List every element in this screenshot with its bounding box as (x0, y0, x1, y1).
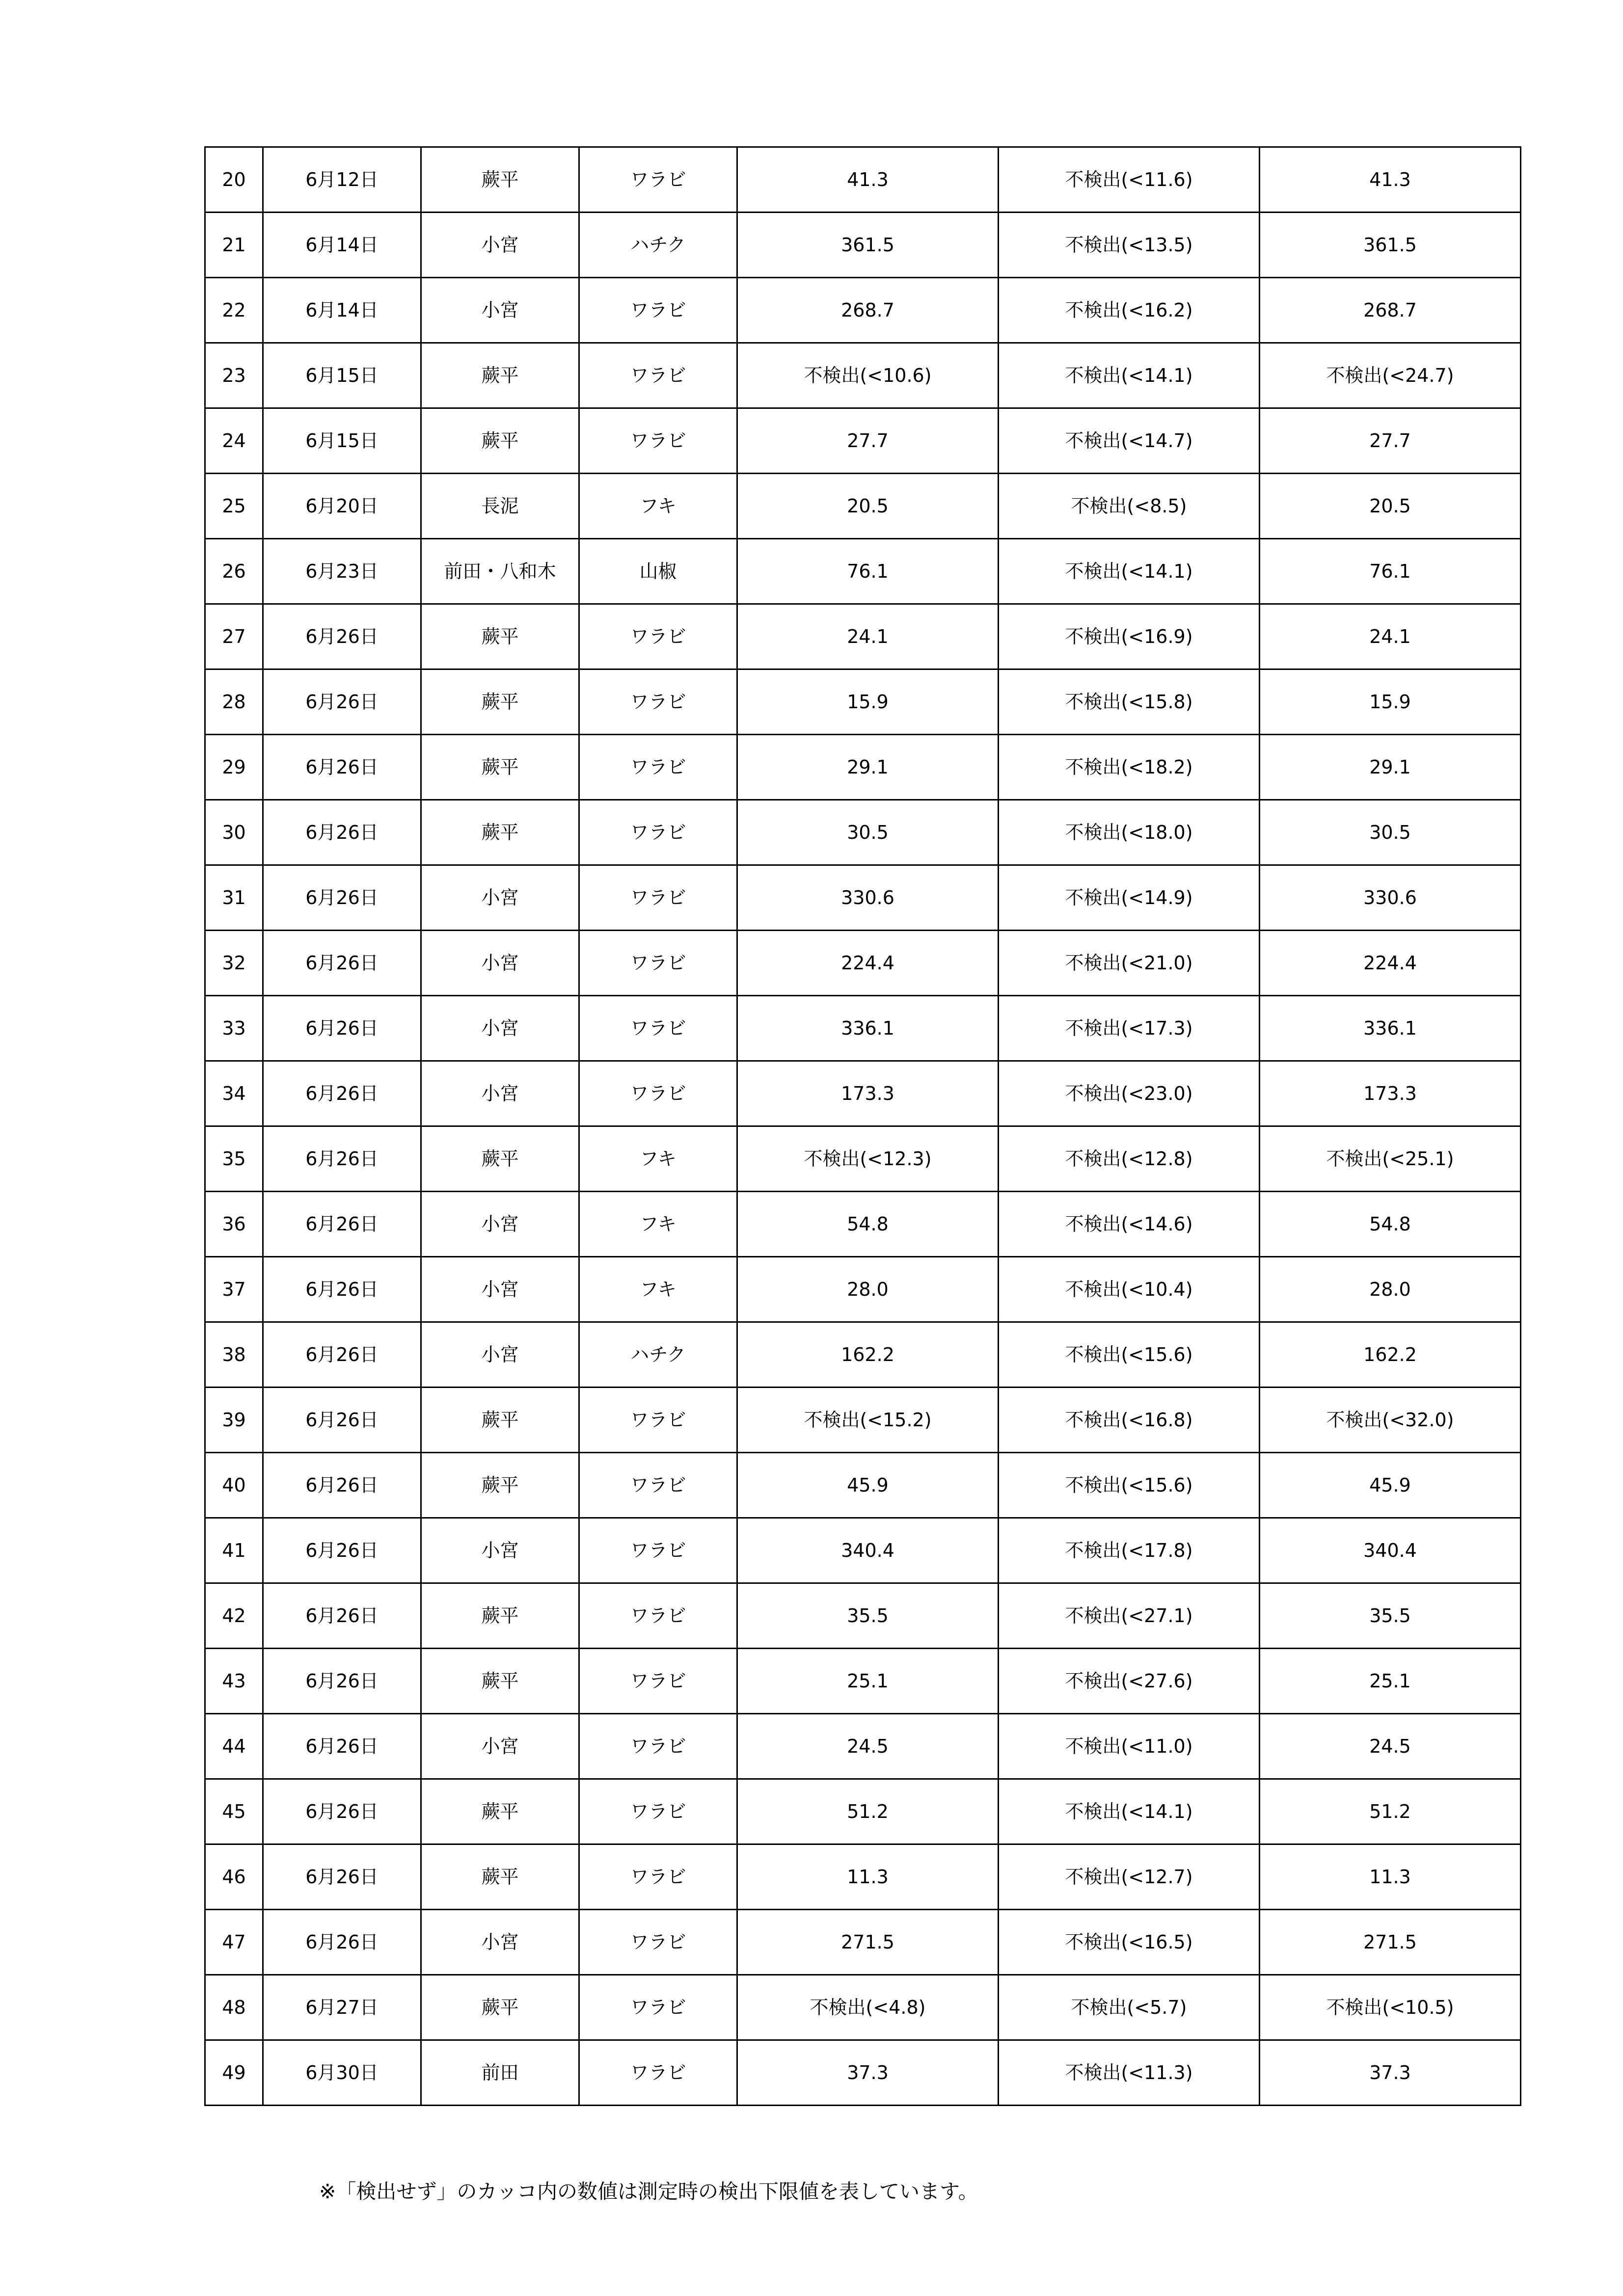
sample-date-cell: 6月14日 (263, 278, 421, 343)
measurement-col-7-cell: 不検出(<32.0) (1260, 1388, 1521, 1453)
measurement-col-6-cell: 不検出(<15.8) (999, 669, 1260, 735)
measurement-col-6-cell: 不検出(<11.6) (999, 147, 1260, 213)
sample-item-cell: ワラビ (579, 2040, 737, 2106)
measurement-col-5-cell: 27.7 (737, 408, 999, 474)
measurement-col-7-cell: 268.7 (1260, 278, 1521, 343)
table-row (205, 408, 1521, 474)
sample-date-cell: 6月26日 (263, 735, 421, 800)
sample-location-cell: 蕨平 (421, 343, 579, 408)
measurement-col-5-cell: 361.5 (737, 213, 999, 278)
sample-item-cell: ワラビ (579, 1061, 737, 1126)
measurement-col-6-cell: 不検出(<14.1) (999, 343, 1260, 408)
sample-item-cell: ワラビ (579, 669, 737, 735)
measurement-col-7-cell: 不検出(<10.5) (1260, 1975, 1521, 2040)
measurement-col-5-cell: 173.3 (737, 1061, 999, 1126)
table-row (205, 1388, 1521, 1453)
measurement-col-6-cell: 不検出(<16.5) (999, 1910, 1260, 1975)
sample-date-cell: 6月26日 (263, 1388, 421, 1453)
measurement-col-6-cell: 不検出(<27.6) (999, 1649, 1260, 1714)
measurement-col-6-cell: 不検出(<17.8) (999, 1518, 1260, 1583)
sample-date-cell: 6月26日 (263, 996, 421, 1061)
table-row (205, 800, 1521, 865)
sample-date-cell: 6月26日 (263, 604, 421, 669)
measurement-col-6-cell: 不検出(<27.1) (999, 1583, 1260, 1649)
sample-item-cell: ワラビ (579, 865, 737, 931)
table-row (205, 604, 1521, 669)
measurement-col-6-cell: 不検出(<8.5) (999, 474, 1260, 539)
row-number-cell: 45 (205, 1779, 263, 1844)
sample-location-cell: 蕨平 (421, 1975, 579, 2040)
measurement-col-6-cell: 不検出(<13.5) (999, 213, 1260, 278)
measurement-col-7-cell: 224.4 (1260, 931, 1521, 996)
sample-item-cell: ワラビ (579, 1714, 737, 1779)
table-row (205, 278, 1521, 343)
measurement-col-7-cell: 24.1 (1260, 604, 1521, 669)
row-number-cell: 39 (205, 1388, 263, 1453)
sample-date-cell: 6月26日 (263, 1649, 421, 1714)
measurement-col-7-cell: 361.5 (1260, 213, 1521, 278)
row-number-cell: 23 (205, 343, 263, 408)
sample-item-cell: ワラビ (579, 1910, 737, 1975)
table-row (205, 2040, 1521, 2106)
table-row (205, 1649, 1521, 1714)
table-row (205, 865, 1521, 931)
sample-item-cell: ワラビ (579, 343, 737, 408)
row-number-cell: 41 (205, 1518, 263, 1583)
measurement-col-5-cell: 30.5 (737, 800, 999, 865)
sample-location-cell: 小宮 (421, 1910, 579, 1975)
sample-location-cell: 小宮 (421, 1322, 579, 1388)
table-row (205, 1779, 1521, 1844)
sample-date-cell: 6月26日 (263, 669, 421, 735)
sample-location-cell: 小宮 (421, 996, 579, 1061)
row-number-cell: 44 (205, 1714, 263, 1779)
table-row (205, 1714, 1521, 1779)
row-number-cell: 20 (205, 147, 263, 213)
measurement-col-6-cell: 不検出(<10.4) (999, 1257, 1260, 1322)
measurement-col-5-cell: 不検出(<4.8) (737, 1975, 999, 2040)
measurement-col-5-cell: 25.1 (737, 1649, 999, 1714)
row-number-cell: 32 (205, 931, 263, 996)
sample-location-cell: 蕨平 (421, 669, 579, 735)
footnote: ※「検出せず」のカッコ内の数値は測定時の検出下限値を表しています。 (319, 2180, 978, 2203)
table-row (205, 147, 1521, 213)
row-number-cell: 31 (205, 865, 263, 931)
measurement-col-5-cell: 24.1 (737, 604, 999, 669)
measurement-col-7-cell: 162.2 (1260, 1322, 1521, 1388)
row-number-cell: 46 (205, 1844, 263, 1910)
sample-item-cell: ワラビ (579, 1453, 737, 1518)
table-row (205, 213, 1521, 278)
measurement-col-6-cell: 不検出(<5.7) (999, 1975, 1260, 2040)
measurement-col-7-cell: 76.1 (1260, 539, 1521, 604)
measurement-col-5-cell: 37.3 (737, 2040, 999, 2106)
sample-date-cell: 6月26日 (263, 931, 421, 996)
sample-location-cell: 小宮 (421, 865, 579, 931)
sample-item-cell: ワラビ (579, 408, 737, 474)
sample-location-cell: 小宮 (421, 1714, 579, 1779)
measurement-col-7-cell: 27.7 (1260, 408, 1521, 474)
measurement-col-7-cell: 15.9 (1260, 669, 1521, 735)
table-row (205, 1192, 1521, 1257)
measurement-col-5-cell: 336.1 (737, 996, 999, 1061)
sample-location-cell: 蕨平 (421, 604, 579, 669)
sample-item-cell: ハチク (579, 1322, 737, 1388)
measurement-col-7-cell: 271.5 (1260, 1910, 1521, 1975)
sample-date-cell: 6月26日 (263, 1518, 421, 1583)
sample-location-cell: 蕨平 (421, 1649, 579, 1714)
row-number-cell: 26 (205, 539, 263, 604)
sample-location-cell: 蕨平 (421, 735, 579, 800)
measurement-col-7-cell: 54.8 (1260, 1192, 1521, 1257)
sample-location-cell: 蕨平 (421, 1453, 579, 1518)
measurement-col-6-cell: 不検出(<16.2) (999, 278, 1260, 343)
row-number-cell: 36 (205, 1192, 263, 1257)
sample-item-cell: ワラビ (579, 996, 737, 1061)
row-number-cell: 21 (205, 213, 263, 278)
measurement-col-6-cell: 不検出(<14.1) (999, 539, 1260, 604)
sample-location-cell: 前田・八和木 (421, 539, 579, 604)
measurement-col-6-cell: 不検出(<21.0) (999, 931, 1260, 996)
measurement-col-5-cell: 不検出(<15.2) (737, 1388, 999, 1453)
measurement-col-5-cell: 271.5 (737, 1910, 999, 1975)
measurement-col-5-cell: 24.5 (737, 1714, 999, 1779)
row-number-cell: 49 (205, 2040, 263, 2106)
sample-location-cell: 蕨平 (421, 147, 579, 213)
row-number-cell: 24 (205, 408, 263, 474)
measurement-col-6-cell: 不検出(<14.1) (999, 1779, 1260, 1844)
sample-location-cell: 小宮 (421, 213, 579, 278)
row-number-cell: 43 (205, 1649, 263, 1714)
sample-item-cell: ワラビ (579, 1844, 737, 1910)
table-row (205, 1975, 1521, 2040)
measurement-col-5-cell: 51.2 (737, 1779, 999, 1844)
measurement-col-7-cell: 330.6 (1260, 865, 1521, 931)
sample-date-cell: 6月26日 (263, 800, 421, 865)
sample-item-cell: フキ (579, 1257, 737, 1322)
results-table (204, 146, 1521, 2106)
table-row (205, 1061, 1521, 1126)
sample-location-cell: 蕨平 (421, 408, 579, 474)
measurement-col-6-cell: 不検出(<11.0) (999, 1714, 1260, 1779)
row-number-cell: 47 (205, 1910, 263, 1975)
sample-location-cell: 小宮 (421, 931, 579, 996)
table-row (205, 1257, 1521, 1322)
measurement-col-7-cell: 340.4 (1260, 1518, 1521, 1583)
measurement-col-7-cell: 不検出(<24.7) (1260, 343, 1521, 408)
table-row (205, 539, 1521, 604)
measurement-col-7-cell: 不検出(<25.1) (1260, 1126, 1521, 1192)
sample-location-cell: 蕨平 (421, 1844, 579, 1910)
measurement-col-7-cell: 30.5 (1260, 800, 1521, 865)
row-number-cell: 42 (205, 1583, 263, 1649)
sample-date-cell: 6月20日 (263, 474, 421, 539)
sample-item-cell: ワラビ (579, 1975, 737, 2040)
measurement-col-7-cell: 45.9 (1260, 1453, 1521, 1518)
sample-location-cell: 小宮 (421, 1061, 579, 1126)
measurement-col-6-cell: 不検出(<14.9) (999, 865, 1260, 931)
table-row (205, 735, 1521, 800)
measurement-col-5-cell: 340.4 (737, 1518, 999, 1583)
sample-date-cell: 6月26日 (263, 1061, 421, 1126)
measurement-col-6-cell: 不検出(<17.3) (999, 996, 1260, 1061)
row-number-cell: 29 (205, 735, 263, 800)
measurement-col-5-cell: 35.5 (737, 1583, 999, 1649)
measurement-col-6-cell: 不検出(<12.7) (999, 1844, 1260, 1910)
sample-location-cell: 蕨平 (421, 1583, 579, 1649)
sample-date-cell: 6月27日 (263, 1975, 421, 2040)
measurement-col-5-cell: 224.4 (737, 931, 999, 996)
row-number-cell: 33 (205, 996, 263, 1061)
results-table-body (205, 147, 1521, 2106)
measurement-col-5-cell: 不検出(<10.6) (737, 343, 999, 408)
sample-item-cell: ワラビ (579, 604, 737, 669)
sample-item-cell: ワラビ (579, 1388, 737, 1453)
measurement-col-5-cell: 45.9 (737, 1453, 999, 1518)
sample-item-cell: ワラビ (579, 931, 737, 996)
measurement-col-5-cell: 28.0 (737, 1257, 999, 1322)
sample-item-cell: ワラビ (579, 735, 737, 800)
row-number-cell: 48 (205, 1975, 263, 2040)
sample-item-cell: ワラビ (579, 1583, 737, 1649)
sample-location-cell: 蕨平 (421, 1779, 579, 1844)
sample-date-cell: 6月30日 (263, 2040, 421, 2106)
measurement-col-7-cell: 11.3 (1260, 1844, 1521, 1910)
table-row (205, 1518, 1521, 1583)
row-number-cell: 40 (205, 1453, 263, 1518)
measurement-col-6-cell: 不検出(<16.8) (999, 1388, 1260, 1453)
row-number-cell: 38 (205, 1322, 263, 1388)
measurement-col-7-cell: 29.1 (1260, 735, 1521, 800)
measurement-col-6-cell: 不検出(<16.9) (999, 604, 1260, 669)
sample-location-cell: 前田 (421, 2040, 579, 2106)
sample-item-cell: ワラビ (579, 278, 737, 343)
table-row (205, 931, 1521, 996)
measurement-col-5-cell: 330.6 (737, 865, 999, 931)
sample-item-cell: ワラビ (579, 1649, 737, 1714)
measurement-col-5-cell: 54.8 (737, 1192, 999, 1257)
table-row (205, 343, 1521, 408)
measurement-col-5-cell: 29.1 (737, 735, 999, 800)
measurement-col-5-cell: 41.3 (737, 147, 999, 213)
sample-location-cell: 小宮 (421, 1257, 579, 1322)
sample-location-cell: 蕨平 (421, 800, 579, 865)
sample-date-cell: 6月26日 (263, 1583, 421, 1649)
sample-date-cell: 6月23日 (263, 539, 421, 604)
sample-location-cell: 小宮 (421, 1192, 579, 1257)
measurement-col-5-cell: 11.3 (737, 1844, 999, 1910)
measurement-col-6-cell: 不検出(<11.3) (999, 2040, 1260, 2106)
measurement-col-5-cell: 162.2 (737, 1322, 999, 1388)
measurement-col-7-cell: 37.3 (1260, 2040, 1521, 2106)
sample-date-cell: 6月12日 (263, 147, 421, 213)
sample-date-cell: 6月15日 (263, 343, 421, 408)
table-row (205, 669, 1521, 735)
measurement-col-6-cell: 不検出(<18.2) (999, 735, 1260, 800)
sample-date-cell: 6月14日 (263, 213, 421, 278)
row-number-cell: 22 (205, 278, 263, 343)
measurement-col-6-cell: 不検出(<14.7) (999, 408, 1260, 474)
sample-date-cell: 6月26日 (263, 865, 421, 931)
table-row (205, 1322, 1521, 1388)
sample-date-cell: 6月26日 (263, 1779, 421, 1844)
sample-item-cell: フキ (579, 474, 737, 539)
sample-date-cell: 6月26日 (263, 1453, 421, 1518)
measurement-col-7-cell: 20.5 (1260, 474, 1521, 539)
measurement-col-7-cell: 41.3 (1260, 147, 1521, 213)
sample-item-cell: ワラビ (579, 1518, 737, 1583)
sample-item-cell: フキ (579, 1192, 737, 1257)
sample-date-cell: 6月26日 (263, 1844, 421, 1910)
measurement-col-5-cell: 15.9 (737, 669, 999, 735)
sample-item-cell: フキ (579, 1126, 737, 1192)
measurement-col-6-cell: 不検出(<18.0) (999, 800, 1260, 865)
sample-date-cell: 6月26日 (263, 1910, 421, 1975)
table-row (205, 474, 1521, 539)
sample-location-cell: 長泥 (421, 474, 579, 539)
table-row (205, 1844, 1521, 1910)
measurement-col-5-cell: 76.1 (737, 539, 999, 604)
table-row (205, 1910, 1521, 1975)
table-row (205, 1126, 1521, 1192)
measurement-col-6-cell: 不検出(<15.6) (999, 1453, 1260, 1518)
row-number-cell: 37 (205, 1257, 263, 1322)
measurement-col-7-cell: 24.5 (1260, 1714, 1521, 1779)
row-number-cell: 30 (205, 800, 263, 865)
sample-date-cell: 6月26日 (263, 1192, 421, 1257)
sample-item-cell: ハチク (579, 213, 737, 278)
sample-date-cell: 6月15日 (263, 408, 421, 474)
measurement-col-7-cell: 25.1 (1260, 1649, 1521, 1714)
measurement-col-6-cell: 不検出(<12.8) (999, 1126, 1260, 1192)
sample-location-cell: 小宮 (421, 278, 579, 343)
sample-location-cell: 蕨平 (421, 1126, 579, 1192)
row-number-cell: 34 (205, 1061, 263, 1126)
sample-location-cell: 蕨平 (421, 1388, 579, 1453)
measurement-col-7-cell: 51.2 (1260, 1779, 1521, 1844)
table-row (205, 996, 1521, 1061)
sample-date-cell: 6月26日 (263, 1714, 421, 1779)
measurement-col-5-cell: 268.7 (737, 278, 999, 343)
sample-item-cell: 山椒 (579, 539, 737, 604)
measurement-col-5-cell: 20.5 (737, 474, 999, 539)
sample-item-cell: ワラビ (579, 800, 737, 865)
sample-date-cell: 6月26日 (263, 1257, 421, 1322)
row-number-cell: 28 (205, 669, 263, 735)
row-number-cell: 35 (205, 1126, 263, 1192)
row-number-cell: 27 (205, 604, 263, 669)
measurement-col-5-cell: 不検出(<12.3) (737, 1126, 999, 1192)
row-number-cell: 25 (205, 474, 263, 539)
measurement-col-7-cell: 173.3 (1260, 1061, 1521, 1126)
measurement-col-7-cell: 35.5 (1260, 1583, 1521, 1649)
sample-location-cell: 小宮 (421, 1518, 579, 1583)
measurement-col-6-cell: 不検出(<23.0) (999, 1061, 1260, 1126)
measurement-col-7-cell: 28.0 (1260, 1257, 1521, 1322)
measurement-col-6-cell: 不検出(<14.6) (999, 1192, 1260, 1257)
table-row (205, 1453, 1521, 1518)
sample-item-cell: ワラビ (579, 1779, 737, 1844)
sample-date-cell: 6月26日 (263, 1322, 421, 1388)
table-row (205, 1583, 1521, 1649)
measurement-col-6-cell: 不検出(<15.6) (999, 1322, 1260, 1388)
sample-item-cell: ワラビ (579, 147, 737, 213)
sample-date-cell: 6月26日 (263, 1126, 421, 1192)
measurement-col-7-cell: 336.1 (1260, 996, 1521, 1061)
